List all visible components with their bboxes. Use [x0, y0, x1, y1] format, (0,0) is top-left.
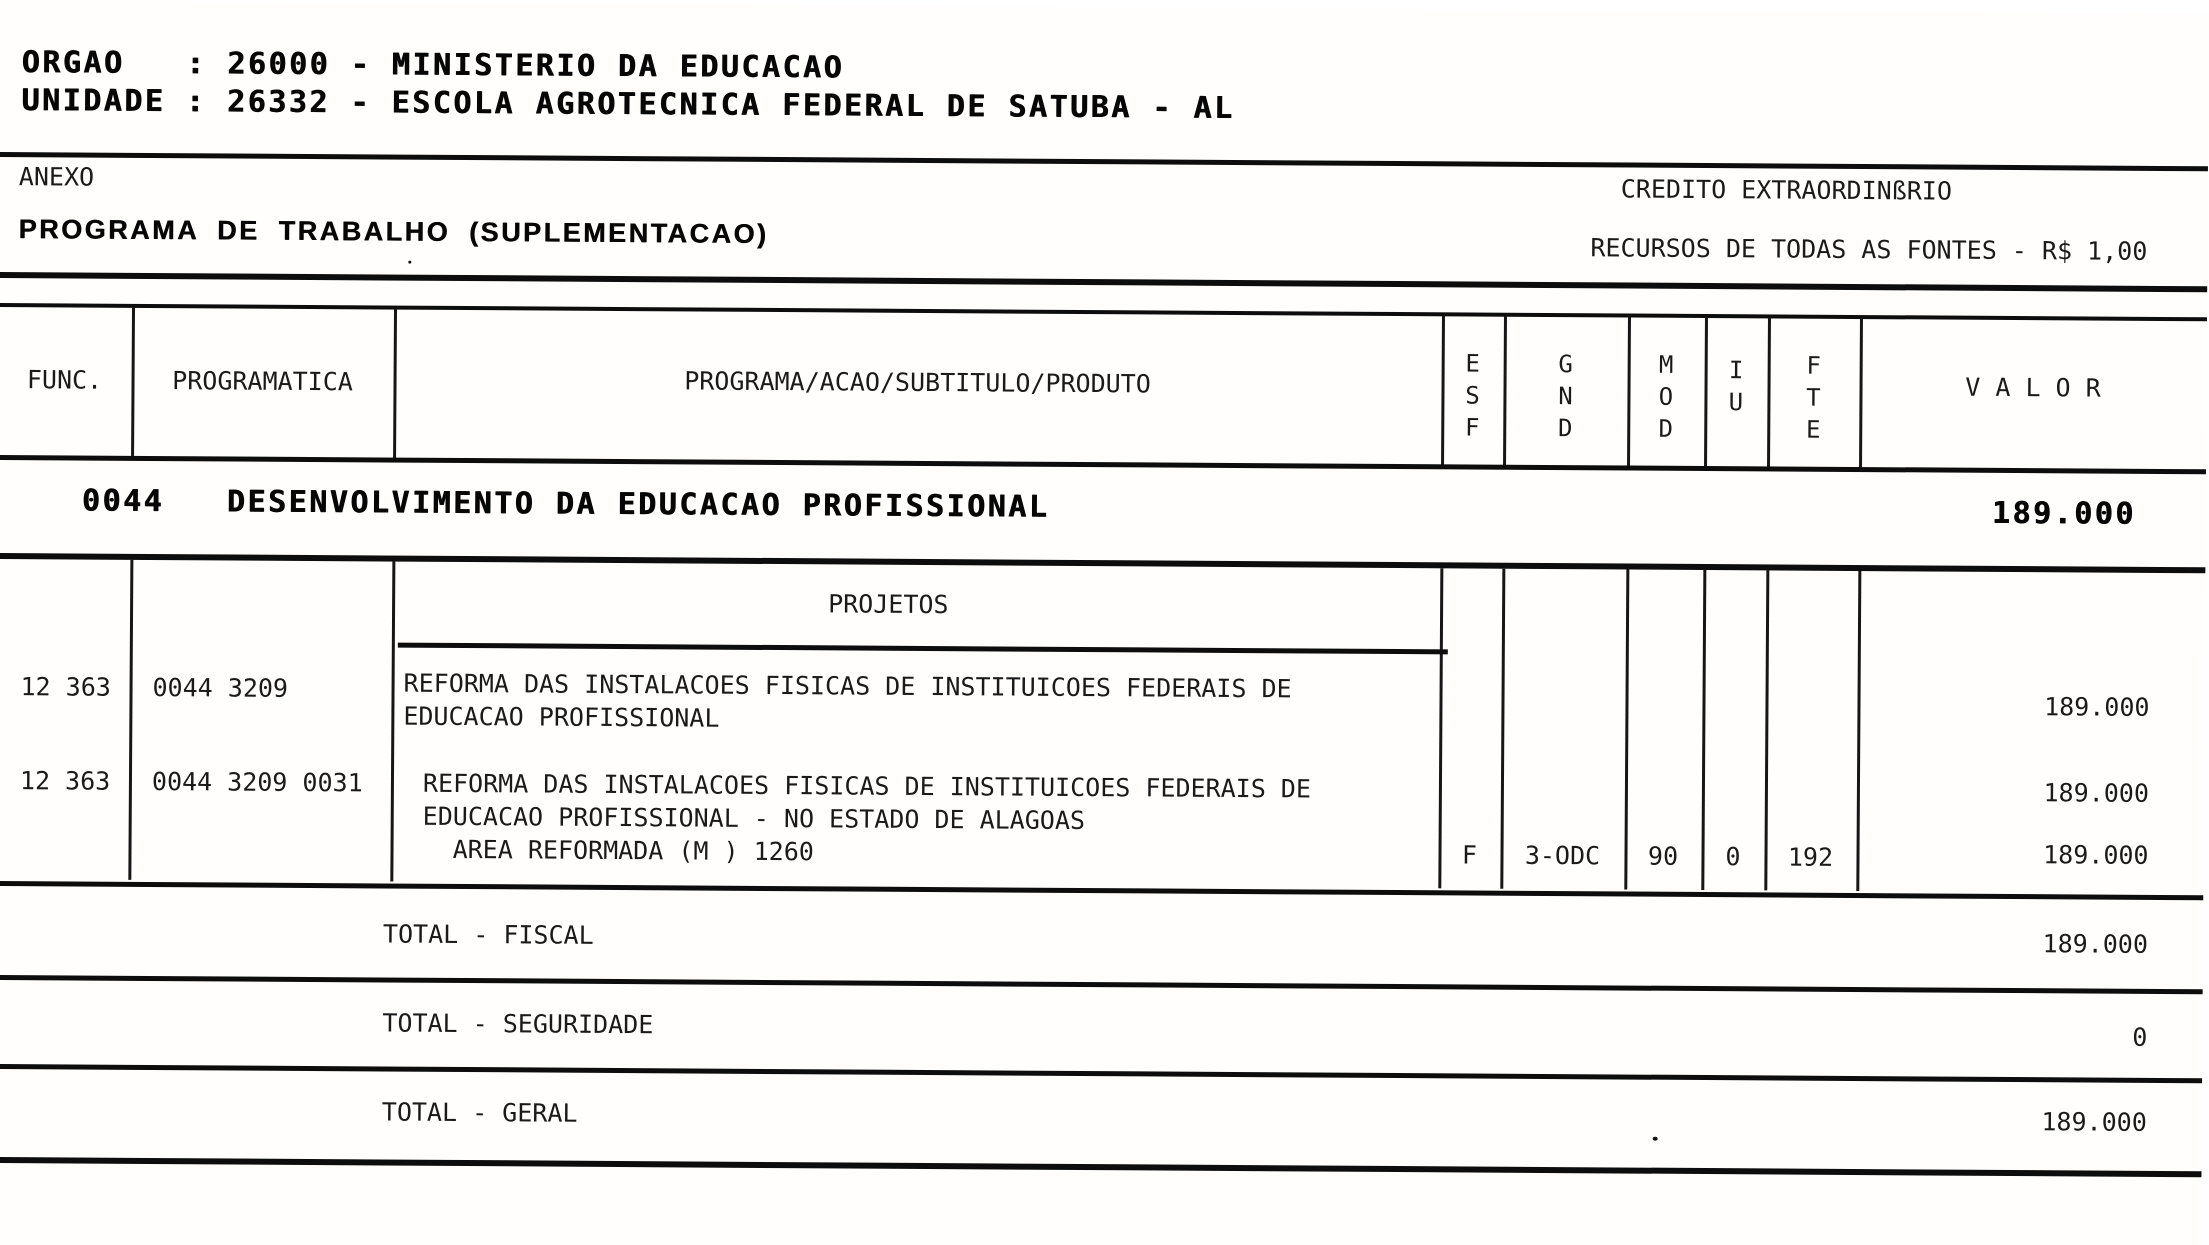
column-divider: [1856, 571, 1861, 891]
detail-fte-cell: 192: [1787, 842, 1834, 872]
header-bottom-rule: [0, 455, 2206, 474]
total-fiscal-valor: 189.000: [2042, 929, 2149, 959]
detail-esf-cell: F: [1461, 840, 1478, 870]
row-programatica: 0044 3209: [152, 672, 289, 703]
total-geral-label: TOTAL - GERAL: [381, 1097, 578, 1128]
program-code: 0044: [81, 483, 165, 520]
col-header-mod: M O D: [1658, 350, 1674, 443]
program-title: DESENVOLVIMENTO DA EDUCACAO PROFISSIONAL: [226, 484, 1050, 525]
projetos-underline: [398, 643, 1448, 655]
row-description: REFORMA DAS INSTALACOES FISICAS DE INSTITUICOES FEDERAIS DE EDUCACAO PROFISSIONAL - NO ESTADO DE ALAGOAS AREA REFORMADA (M ) 1260: [422, 768, 1312, 867]
col-header-iu: I U: [1728, 356, 1744, 417]
total-geral-valor: 189.000: [2041, 1107, 2147, 1137]
total-rule: [0, 975, 2203, 994]
col-header-gnd: G N D: [1557, 350, 1573, 443]
col-header-valor: V A L O R: [1965, 372, 2101, 403]
col-header-esf: E S F: [1464, 349, 1480, 442]
detail-valor: 189.000: [2043, 840, 2149, 870]
page-top-rule: [0, 152, 2208, 171]
scan-artifact-dot: [408, 261, 411, 264]
column-divider: [128, 560, 133, 880]
row-valor: 189.000: [2044, 692, 2150, 722]
detail-mod-cell: 90: [1647, 841, 1679, 871]
row-valor: 189.000: [2043, 778, 2150, 808]
orgao-line: ORGAO : 26000 - MINISTERIO DA EDUCACAO: [21, 45, 845, 86]
table-top-rule: [0, 303, 2207, 321]
col-header-func: FUNC.: [26, 365, 103, 395]
page-bottom-rule: [0, 1157, 2201, 1177]
row-func: 12 363: [20, 672, 111, 702]
total-seguridade-label: TOTAL - SEGURIDADE: [382, 1008, 654, 1040]
row-programatica: 0044 3209 0031: [151, 766, 363, 798]
recursos-fontes-label: RECURSOS DE TODAS AS FONTES - R$ 1,00: [1590, 233, 2148, 266]
detail-iu-cell: 0: [1725, 842, 1741, 872]
data-bottom-rule: [0, 881, 2203, 900]
row-description: REFORMA DAS INSTALACOES FISICAS DE INSTITUICOES FEDERAIS DE EDUCACAO PROFISSIONAL: [403, 668, 1292, 733]
scan-artifact-dot: [1653, 1137, 1658, 1141]
program-row-rule: [0, 553, 2205, 573]
section-top-rule: [0, 272, 2207, 292]
unidade-line: UNIDADE : 26332 - ESCOLA AGROTECNICA FEDERAL DE SATUBA - AL: [21, 83, 1235, 126]
col-header-fte: F T E: [1805, 351, 1821, 444]
program-valor: 189.000: [1991, 495, 2136, 532]
detail-gnd-cell: 3-ODC: [1524, 840, 1601, 871]
total-rule: [0, 1064, 2202, 1083]
total-seguridade-valor: 0: [2132, 1022, 2148, 1052]
anexo-label: ANEXO: [18, 162, 95, 192]
col-header-programatica: PROGRAMATICA: [172, 366, 353, 397]
projetos-label: PROJETOS: [828, 589, 949, 620]
col-header-programa: PROGRAMA/ACAO/SUBTITULO/PRODUTO: [684, 366, 1151, 399]
credito-extraordinario-label: CREDITO EXTRAORDINßRIO: [1620, 174, 1953, 206]
row-func: 12 363: [19, 766, 111, 796]
document-title: PROGRAMA DE TRABALHO (SUPLEMENTACAO): [18, 214, 769, 249]
total-fiscal-label: TOTAL - FISCAL: [382, 919, 594, 950]
column-divider: [390, 562, 395, 882]
